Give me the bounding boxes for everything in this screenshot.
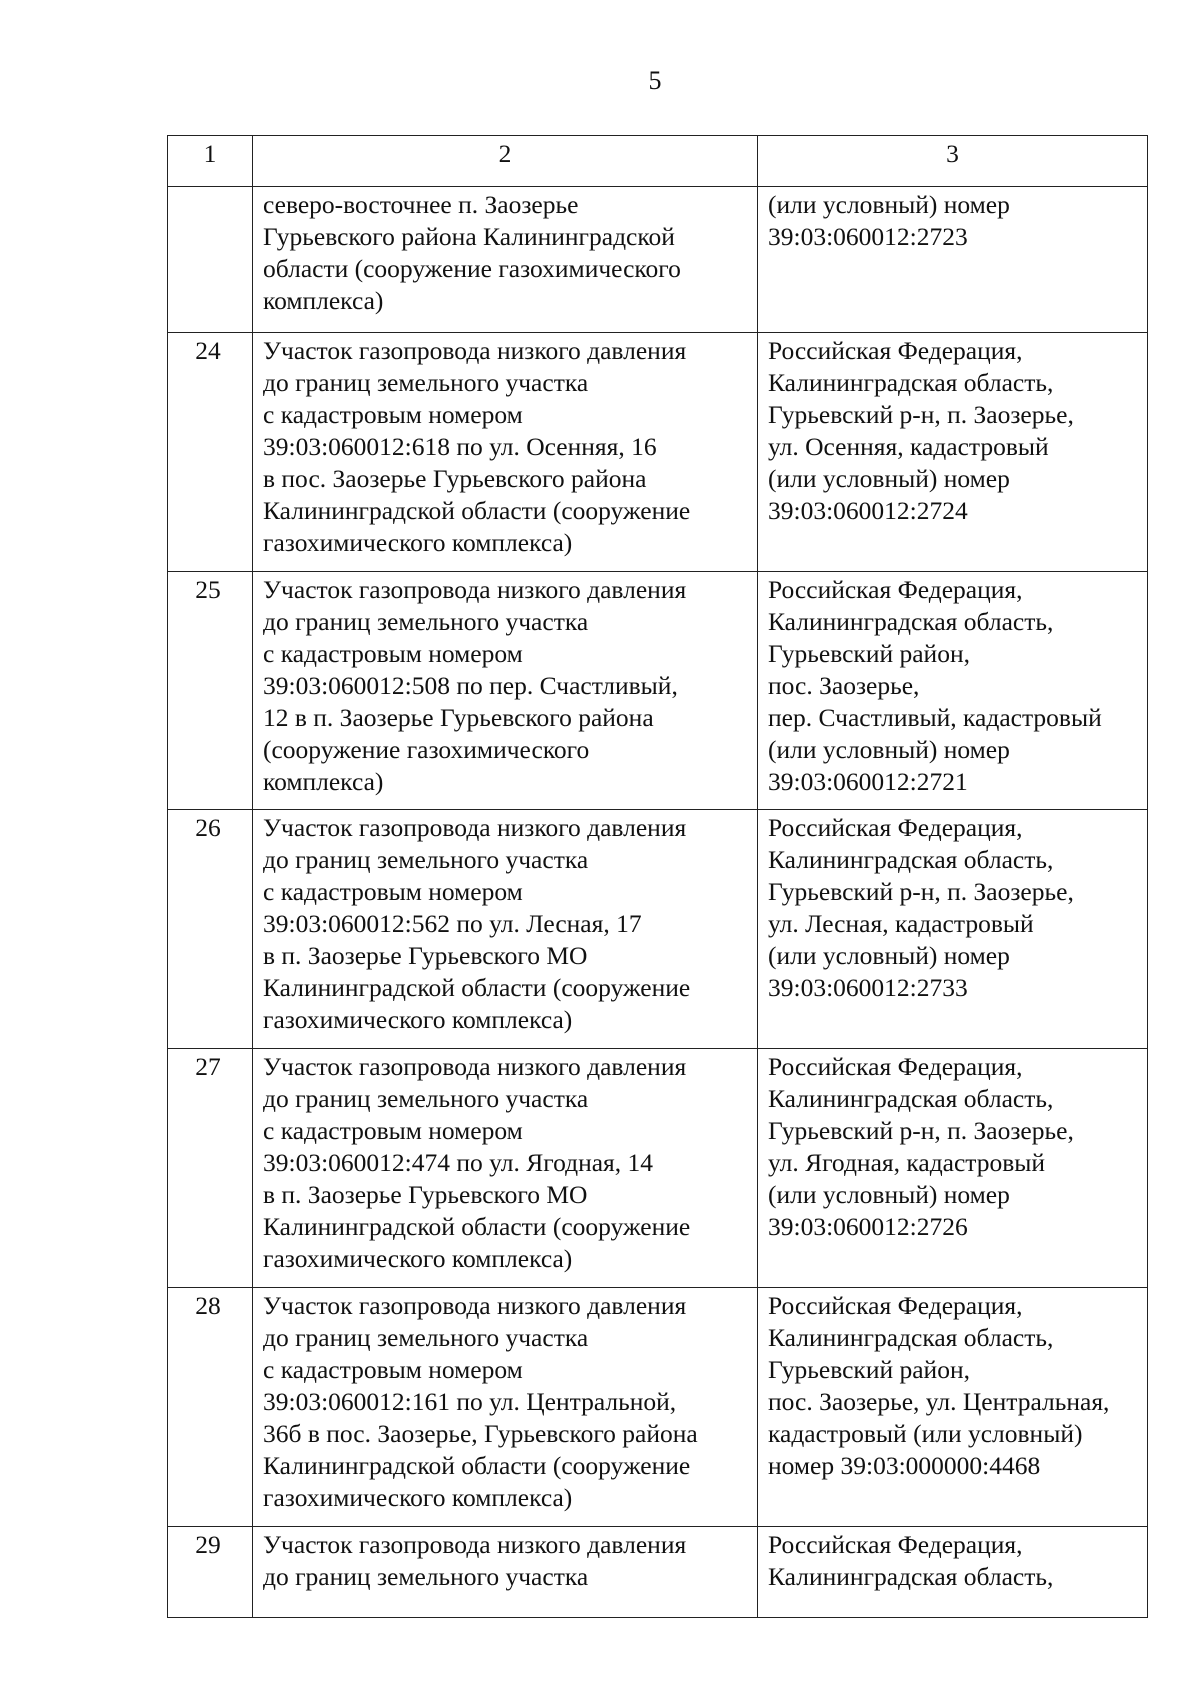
header-col-2: 2 xyxy=(253,136,758,187)
text-line: с кадастровым номером xyxy=(263,639,523,668)
text-line: в п. Заозерье Гурьевского МО xyxy=(263,941,588,970)
text-line: Калининградская область, xyxy=(768,845,1054,874)
text-line: Калининградской области (сооружение xyxy=(263,496,691,525)
text-line: 39:03:060012:161 по ул. Центральной, xyxy=(263,1387,677,1416)
text-line: с кадастровым номером xyxy=(263,877,523,906)
object-location xyxy=(758,1049,1148,1288)
text-line: (или условный) номер xyxy=(768,1180,1010,1209)
object-description xyxy=(253,1527,758,1618)
text-line: (или условный) номер xyxy=(768,190,1010,219)
text-line: с кадастровым номером xyxy=(263,1116,523,1145)
text-line: пер. Счастливый, кадастровый xyxy=(768,703,1102,732)
object-description xyxy=(253,1288,758,1527)
row-number: 24 xyxy=(168,333,253,572)
text-line: 39:03:060012:618 по ул. Осенняя, 16 xyxy=(263,432,657,461)
text-line: Калининградская область, xyxy=(768,1084,1054,1113)
text-line: Участок газопровода низкого давления xyxy=(263,813,687,842)
object-location xyxy=(758,333,1148,572)
object-location xyxy=(758,572,1148,810)
table-row xyxy=(168,333,1148,572)
text-line: Гурьевского района Калининградской xyxy=(263,222,675,251)
text-line: ул. Лесная, кадастровый xyxy=(768,909,1034,938)
header-col-3: 3 xyxy=(758,136,1148,187)
row-number: 25 xyxy=(168,572,253,810)
text-line: ул. Осенняя, кадастровый xyxy=(768,432,1049,461)
table-body xyxy=(168,187,1148,1618)
text-line: комплекса) xyxy=(263,767,384,796)
text-line: газохимического комплекса) xyxy=(263,528,573,557)
text-line: ул. Ягодная, кадастровый xyxy=(768,1148,1046,1177)
text-line: Участок газопровода низкого давления xyxy=(263,1530,687,1559)
text-line: в п. Заозерье Гурьевского МО xyxy=(263,1180,588,1209)
row-number: 26 xyxy=(168,810,253,1049)
object-location xyxy=(758,1288,1148,1527)
text-line: в пос. Заозерье Гурьевского района xyxy=(263,464,647,493)
text-line: до границ земельного участка xyxy=(263,368,589,397)
text-line: 39:03:060012:562 по ул. Лесная, 17 xyxy=(263,909,642,938)
text-line: до границ земельного участка xyxy=(263,1084,589,1113)
text-line: Калининградской области (сооружение xyxy=(263,973,691,1002)
text-line: 39:03:060012:2721 xyxy=(768,767,968,796)
text-line: 39:03:060012:2724 xyxy=(768,496,968,525)
text-line: 39:03:060012:2723 xyxy=(768,222,968,251)
text-line: 39:03:060012:2726 xyxy=(768,1212,968,1241)
text-line: Калининградская область, xyxy=(768,368,1054,397)
text-line: до границ земельного участка xyxy=(263,607,589,636)
text-line: Российская Федерация, xyxy=(768,813,1023,842)
text-line: 39:03:060012:508 по пер. Счастливый, xyxy=(263,671,678,700)
page-number: 5 xyxy=(648,66,662,95)
text-line: Гурьевский р-н, п. Заозерье, xyxy=(768,1116,1074,1145)
text-line: газохимического комплекса) xyxy=(263,1244,573,1273)
object-location xyxy=(758,810,1148,1049)
text-line: Калининградская область, xyxy=(768,1562,1054,1591)
text-line: комплекса) xyxy=(263,286,384,315)
text-line: Калининградская область, xyxy=(768,1323,1054,1352)
text-line: 39:03:060012:2733 xyxy=(768,973,968,1002)
text-line: (или условный) номер xyxy=(768,735,1010,764)
text-line: 39:03:060012:474 по ул. Ягодная, 14 xyxy=(263,1148,654,1177)
text-line: пос. Заозерье, xyxy=(768,671,920,700)
text-line: 36б в пос. Заозерье, Гурьевского района xyxy=(263,1419,698,1448)
text-line: Гурьевский р-н, п. Заозерье, xyxy=(768,400,1074,429)
text-line: (или условный) номер xyxy=(768,464,1010,493)
text-line: северо-восточнее п. Заозерье xyxy=(263,190,579,219)
table-row xyxy=(168,1049,1148,1288)
text-line: Участок газопровода низкого давления xyxy=(263,1052,687,1081)
text-line: Участок газопровода низкого давления xyxy=(263,1291,687,1320)
registry-table xyxy=(167,135,1148,1618)
text-line: Калининградской области (сооружение xyxy=(263,1451,691,1480)
object-location xyxy=(758,187,1148,333)
text-line: Российская Федерация, xyxy=(768,1530,1023,1559)
object-description xyxy=(253,810,758,1049)
text-line: Калининградская область, xyxy=(768,607,1054,636)
object-location xyxy=(758,1527,1148,1618)
table-row xyxy=(168,1527,1148,1618)
object-description xyxy=(253,1049,758,1288)
text-line: с кадастровым номером xyxy=(263,400,523,429)
text-line: Гурьевский район, xyxy=(768,639,970,668)
text-line: пос. Заозерье, ул. Центральная, xyxy=(768,1387,1110,1416)
text-line: области (сооружение газохимического xyxy=(263,254,681,283)
text-line: Гурьевский район, xyxy=(768,1355,970,1384)
table-row xyxy=(168,810,1148,1049)
table-row xyxy=(168,187,1148,333)
row-number: 27 xyxy=(168,1049,253,1288)
header-col-1: 1 xyxy=(168,136,253,187)
object-description xyxy=(253,572,758,810)
text-line: до границ земельного участка xyxy=(263,845,589,874)
text-line: кадастровый (или условный) xyxy=(768,1419,1083,1448)
text-line: Российская Федерация, xyxy=(768,1291,1023,1320)
text-line: до границ земельного участка xyxy=(263,1562,589,1591)
object-description xyxy=(253,187,758,333)
row-number xyxy=(168,187,253,333)
text-line: Российская Федерация, xyxy=(768,336,1023,365)
text-line: номер 39:03:000000:4468 xyxy=(768,1451,1041,1480)
text-line: газохимического комплекса) xyxy=(263,1483,573,1512)
text-line: Участок газопровода низкого давления xyxy=(263,575,687,604)
text-line: Российская Федерация, xyxy=(768,1052,1023,1081)
row-number: 28 xyxy=(168,1288,253,1527)
text-line: Участок газопровода низкого давления xyxy=(263,336,687,365)
text-line: 12 в п. Заозерье Гурьевского района xyxy=(263,703,654,732)
table-row xyxy=(168,1288,1148,1527)
text-line: газохимического комплекса) xyxy=(263,1005,573,1034)
row-number: 29 xyxy=(168,1527,253,1618)
text-line: с кадастровым номером xyxy=(263,1355,523,1384)
text-line: (сооружение газохимического xyxy=(263,735,590,764)
text-line: Калининградской области (сооружение xyxy=(263,1212,691,1241)
table-row xyxy=(168,572,1148,810)
text-line: Гурьевский р-н, п. Заозерье, xyxy=(768,877,1074,906)
table-header xyxy=(168,136,1148,187)
object-description xyxy=(253,333,758,572)
text-line: до границ земельного участка xyxy=(263,1323,589,1352)
text-line: Российская Федерация, xyxy=(768,575,1023,604)
text-line: (или условный) номер xyxy=(768,941,1010,970)
